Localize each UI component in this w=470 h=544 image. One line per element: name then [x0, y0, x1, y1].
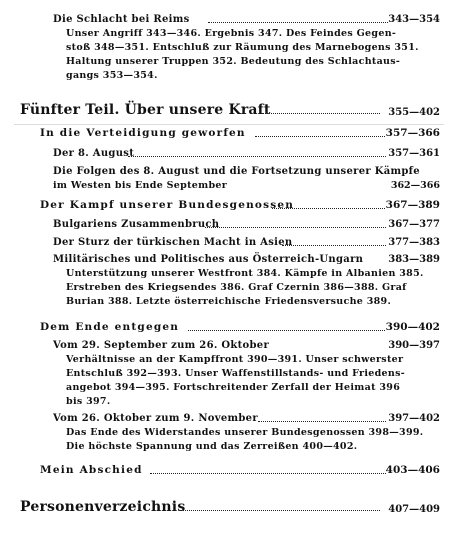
page-range: 357—366 [385, 127, 440, 139]
entry-detail-line: Burian 388. Letzte österreichische Friedensversuche 389. [66, 296, 392, 307]
leader-dots [180, 510, 380, 511]
section-title: Der Kampf unserer Bundesgenossen [40, 199, 295, 211]
entry-title: Der Sturz der türkischen Macht in Asien [53, 237, 293, 248]
entry-detail-line: im Westen bis Ende September [53, 180, 228, 191]
page-range: 390—402 [385, 321, 440, 333]
leader-dots [208, 22, 388, 23]
part-title: Fünfter Teil. Über unsere Kraft [20, 102, 271, 118]
leader-dots [282, 245, 386, 246]
entry-title: Die Schlacht bei Reims [53, 14, 190, 25]
page-range: 367—389 [385, 199, 440, 211]
entry-detail-line: Unterstützung unserer Westfront 384. Kämpfe in Albanien 385. [66, 268, 424, 279]
entry-detail-line: Unser Angriff 343—346. Ergebnis 347. Des Feindes Gegen- [66, 28, 397, 39]
leader-dots [255, 136, 385, 137]
entry-detail-line: stoß 348—351. Entschluß zur Räumung des Marnebogens 351. [66, 42, 419, 53]
page-range: 367—377 [388, 219, 440, 230]
leader-dots [150, 473, 386, 474]
page-range: 407—409 [388, 504, 440, 515]
entry-title: Vom 29. September zum 26. Oktober [53, 340, 270, 351]
page-range: 397—402 [388, 413, 440, 424]
entry-detail-line: gangs 353—354. [66, 70, 158, 81]
section-title: Mein Abschied [40, 464, 143, 476]
leader-dots [258, 421, 386, 422]
section-title: Dem Ende entgegen [40, 321, 180, 333]
page-range: 362—366 [390, 180, 440, 191]
part-title: Personenverzeichnis [20, 499, 186, 515]
entry-title: Der 8. August [53, 148, 135, 159]
divider [14, 124, 444, 125]
page-range: 357—361 [388, 148, 440, 159]
page-range: 377—383 [388, 237, 440, 248]
leader-dots [272, 208, 385, 209]
entry-title: Die Folgen des 8. August und die Fortsetzung unserer Kämpfe [53, 166, 420, 177]
page-range: 343—354 [388, 14, 440, 25]
leader-dots [262, 113, 380, 114]
page-range: 383—389 [388, 254, 440, 265]
entry-title: Bulgariens Zusammenbruch [53, 219, 220, 230]
leader-dots [205, 227, 386, 228]
entry-title: Vom 26. Oktober zum 9. November [53, 413, 258, 424]
leader-dots [188, 330, 385, 331]
entry-detail-line: Erstreben des Kriegsendes 386. Graf Czernin 386—388. Graf [66, 282, 407, 293]
entry-detail-line: Haltung unserer Truppen 352. Bedeutung des Schlachtaus- [66, 56, 401, 67]
leader-dots [128, 156, 386, 157]
page-range: 403—406 [385, 464, 440, 476]
entry-title: Militärisches und Politisches aus Österreich-Ungarn [53, 254, 364, 265]
entry-detail-line: Entschluß 392—393. Unser Waffenstillstands- und Friedens- [66, 368, 405, 379]
section-title: In die Verteidigung geworfen [40, 127, 246, 139]
page-range: 390—397 [388, 340, 440, 351]
entry-detail-line: Die höchste Spannung und das Zerreißen 400—402. [66, 441, 358, 452]
entry-detail-line: Das Ende des Widerstandes unserer Bundesgenossen 398—399. [66, 427, 424, 438]
page-range: 355—402 [388, 107, 440, 118]
entry-detail-line: Verhältnisse an der Kampffront 390—391. Unser schwerster [66, 354, 404, 365]
entry-detail-line: angebot 394—395. Fortschreitender Zerfall der Heimat 396 [66, 382, 401, 393]
entry-detail-line: bis 397. [66, 396, 111, 407]
